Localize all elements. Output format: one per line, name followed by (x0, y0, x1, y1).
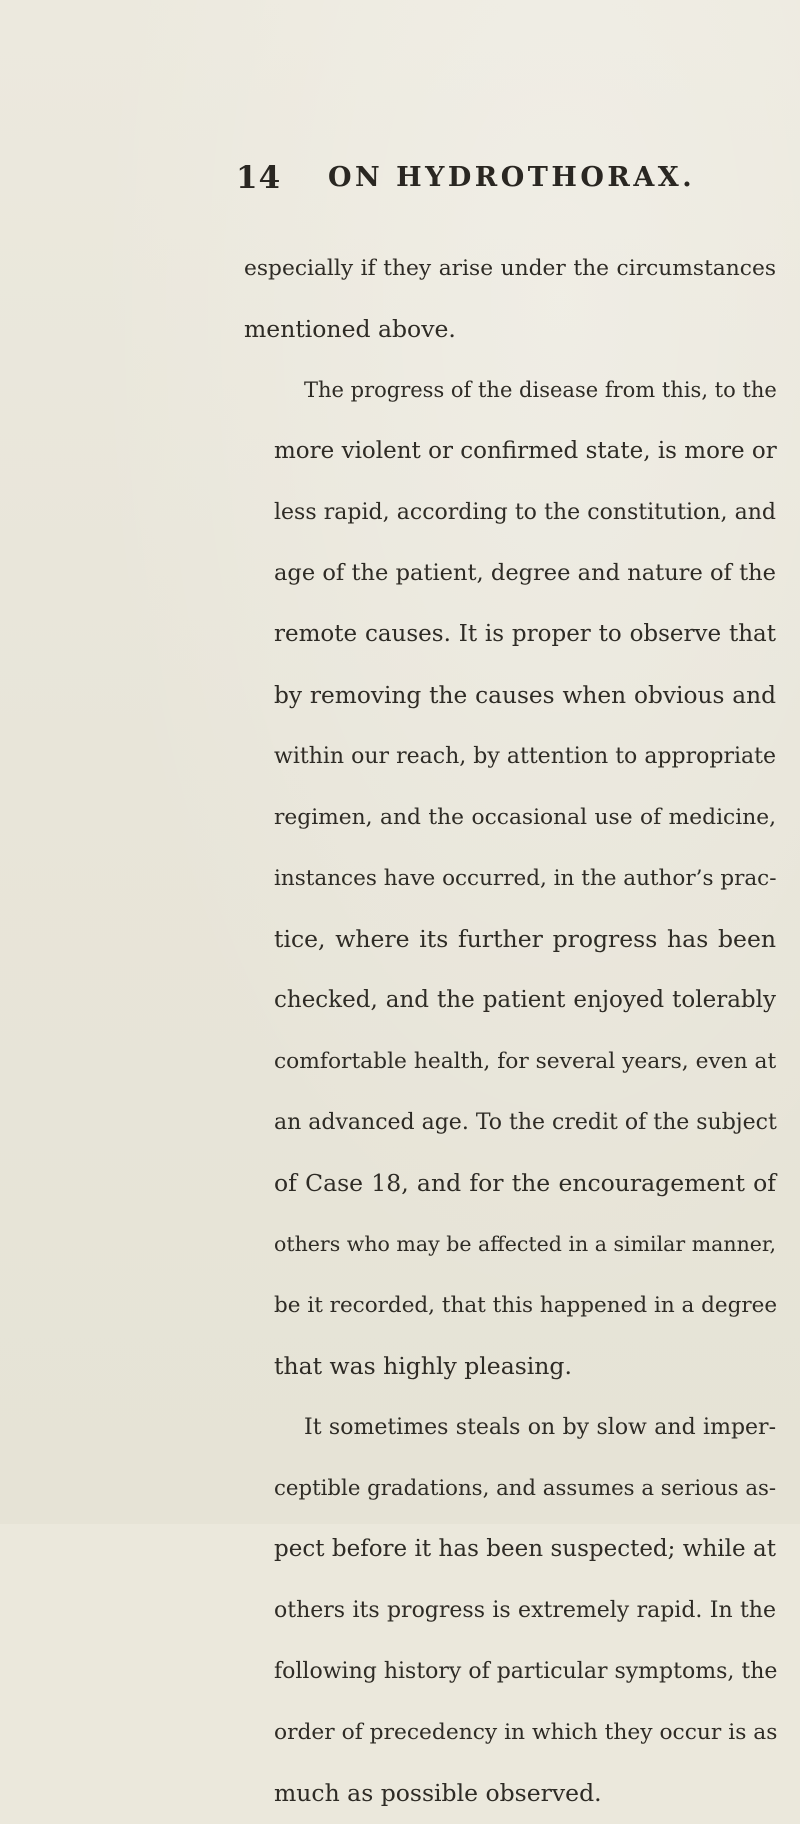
text-line: less rapid, according to the constitution, and (274, 500, 776, 525)
page-number: 14 (236, 160, 282, 196)
text-line: mentioned above. (244, 315, 456, 343)
body-text (244, 238, 776, 1824)
text-line: comfortable health, for several years, even at (274, 1049, 777, 1074)
text-line: be it recorded, that this happened in a degree (274, 1293, 778, 1318)
text-line: regimen, and the occasional use of medicine, (274, 805, 776, 830)
text-line: much as possible observed. (274, 1779, 602, 1807)
paragraph-3 (244, 1397, 776, 1824)
text-line: more violent or confirmed state, is more or (274, 438, 777, 464)
text-line: an advanced age. To the credit of the subject (274, 1110, 777, 1135)
text-line: tice, where its further progress has been (274, 925, 776, 953)
text-line: age of the patient, degree and nature of the (274, 560, 776, 586)
text-line: of Case 18, and for the encouragement of (274, 1169, 776, 1197)
text-line: especially if they arise under the circumstances (244, 256, 776, 281)
text-line: checked, and the patient enjoyed tolerably (274, 987, 776, 1013)
text-line: pect before it has been suspected; while at (274, 1536, 776, 1562)
text-line: order of precedency in which they occur is as (274, 1720, 778, 1745)
text-line: It sometimes steals on by slow and imper- (304, 1415, 776, 1440)
running-head (0, 160, 800, 210)
text-line: remote causes. It is proper to observe that (274, 621, 776, 647)
paragraph-1 (244, 238, 776, 360)
text-line: by removing the causes when obvious and (274, 682, 776, 709)
running-title: ON HYDROTHORAX. (328, 162, 696, 193)
text-line: following history of particular symptoms, the (274, 1659, 778, 1684)
text-line: others who may be affected in a similar manner, (274, 1232, 776, 1256)
text-line: ceptible gradations, and assumes a serious as- (274, 1476, 777, 1501)
paragraph-2 (244, 360, 776, 1397)
text-line: within our reach, by attention to appropriate (274, 744, 776, 769)
text-line: instances have occurred, in the author’s prac- (274, 866, 777, 891)
text-line: that was highly pleasing. (274, 1352, 572, 1380)
text-line: The progress of the disease from this, to the (304, 378, 777, 402)
text-line: others its progress is extremely rapid. In the (274, 1598, 776, 1623)
